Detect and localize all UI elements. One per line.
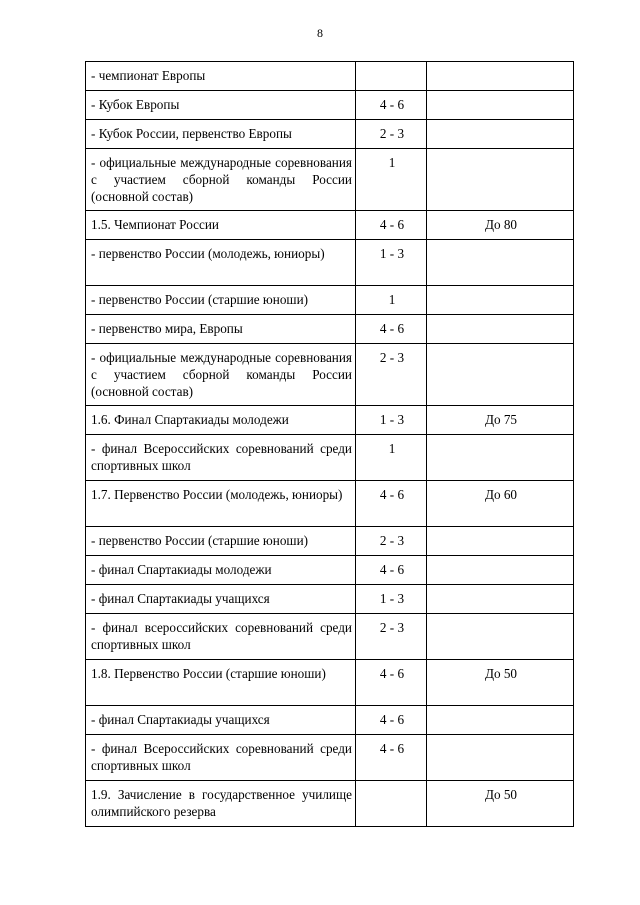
row-description: 1.8. Первенство России (старшие юноши) xyxy=(86,660,356,706)
row-description: - финал Спартакиады учащихся xyxy=(86,585,356,614)
row-points xyxy=(427,614,574,660)
row-place: 1 xyxy=(356,286,427,315)
row-points: До 50 xyxy=(427,781,574,827)
row-points xyxy=(427,344,574,406)
table-row xyxy=(86,585,574,614)
table-row xyxy=(86,481,574,527)
row-description: - финал всероссийских соревнований среди спортивных школ xyxy=(86,614,356,660)
row-points: До 75 xyxy=(427,406,574,435)
row-description: - чемпионат Европы xyxy=(86,62,356,91)
table-row xyxy=(86,211,574,240)
row-points xyxy=(427,735,574,781)
row-description: 1.6. Финал Спартакиады молодежи xyxy=(86,406,356,435)
row-description: - финал Спартакиады молодежи xyxy=(86,556,356,585)
row-place: 4 - 6 xyxy=(356,556,427,585)
row-place xyxy=(356,781,427,827)
table-row xyxy=(86,91,574,120)
table-row xyxy=(86,240,574,286)
results-table xyxy=(85,61,574,827)
row-place: 2 - 3 xyxy=(356,614,427,660)
table-row xyxy=(86,735,574,781)
table-row xyxy=(86,62,574,91)
row-points xyxy=(427,91,574,120)
page-number: 8 xyxy=(317,26,323,40)
row-description: - первенство России (молодежь, юниоры) xyxy=(86,240,356,286)
row-description: - финал Спартакиады учащихся xyxy=(86,706,356,735)
row-points xyxy=(427,62,574,91)
row-place: 1 xyxy=(356,149,427,211)
table-row xyxy=(86,120,574,149)
row-description: - Кубок России, первенство Европы xyxy=(86,120,356,149)
table-row xyxy=(86,315,574,344)
row-place: 4 - 6 xyxy=(356,211,427,240)
table-row xyxy=(86,406,574,435)
row-points xyxy=(427,706,574,735)
row-description: - первенство мира, Европы xyxy=(86,315,356,344)
row-points: До 50 xyxy=(427,660,574,706)
row-description: 1.7. Первенство России (молодежь, юниоры) xyxy=(86,481,356,527)
row-place: 2 - 3 xyxy=(356,527,427,556)
row-description: - официальные международные соревнования с участием сборной команды России (основной состав) xyxy=(86,149,356,211)
table-row xyxy=(86,344,574,406)
table-row xyxy=(86,706,574,735)
row-place: 2 - 3 xyxy=(356,344,427,406)
row-place: 4 - 6 xyxy=(356,735,427,781)
row-points xyxy=(427,120,574,149)
table-row xyxy=(86,660,574,706)
row-description: - официальные международные соревнования с участием сборной команды России (основной состав) xyxy=(86,344,356,406)
table-row xyxy=(86,149,574,211)
row-points: До 60 xyxy=(427,481,574,527)
row-points xyxy=(427,149,574,211)
row-place: 1 - 3 xyxy=(356,585,427,614)
row-place: 4 - 6 xyxy=(356,481,427,527)
row-place: 1 xyxy=(356,435,427,481)
table-row xyxy=(86,286,574,315)
row-points: До 80 xyxy=(427,211,574,240)
row-place: 4 - 6 xyxy=(356,91,427,120)
row-description: 1.9. Зачисление в государственное училище олимпийского резерва xyxy=(86,781,356,827)
row-points xyxy=(427,240,574,286)
row-points xyxy=(427,527,574,556)
row-place: 1 - 3 xyxy=(356,406,427,435)
table-row xyxy=(86,556,574,585)
row-points xyxy=(427,286,574,315)
row-place xyxy=(356,62,427,91)
row-place: 1 - 3 xyxy=(356,240,427,286)
row-points xyxy=(427,585,574,614)
row-place: 4 - 6 xyxy=(356,660,427,706)
row-description: - первенство России (старшие юноши) xyxy=(86,527,356,556)
row-description: 1.5. Чемпионат России xyxy=(86,211,356,240)
table-row xyxy=(86,781,574,827)
row-points xyxy=(427,556,574,585)
table-row xyxy=(86,435,574,481)
row-description: - финал Всероссийских соревнований среди спортивных школ xyxy=(86,735,356,781)
table-row xyxy=(86,527,574,556)
row-description: - первенство России (старшие юноши) xyxy=(86,286,356,315)
row-place: 4 - 6 xyxy=(356,315,427,344)
row-place: 4 - 6 xyxy=(356,706,427,735)
table-row xyxy=(86,614,574,660)
row-description: - Кубок Европы xyxy=(86,91,356,120)
row-points xyxy=(427,315,574,344)
row-description: - финал Всероссийских соревнований среди спортивных школ xyxy=(86,435,356,481)
row-points xyxy=(427,435,574,481)
row-place: 2 - 3 xyxy=(356,120,427,149)
